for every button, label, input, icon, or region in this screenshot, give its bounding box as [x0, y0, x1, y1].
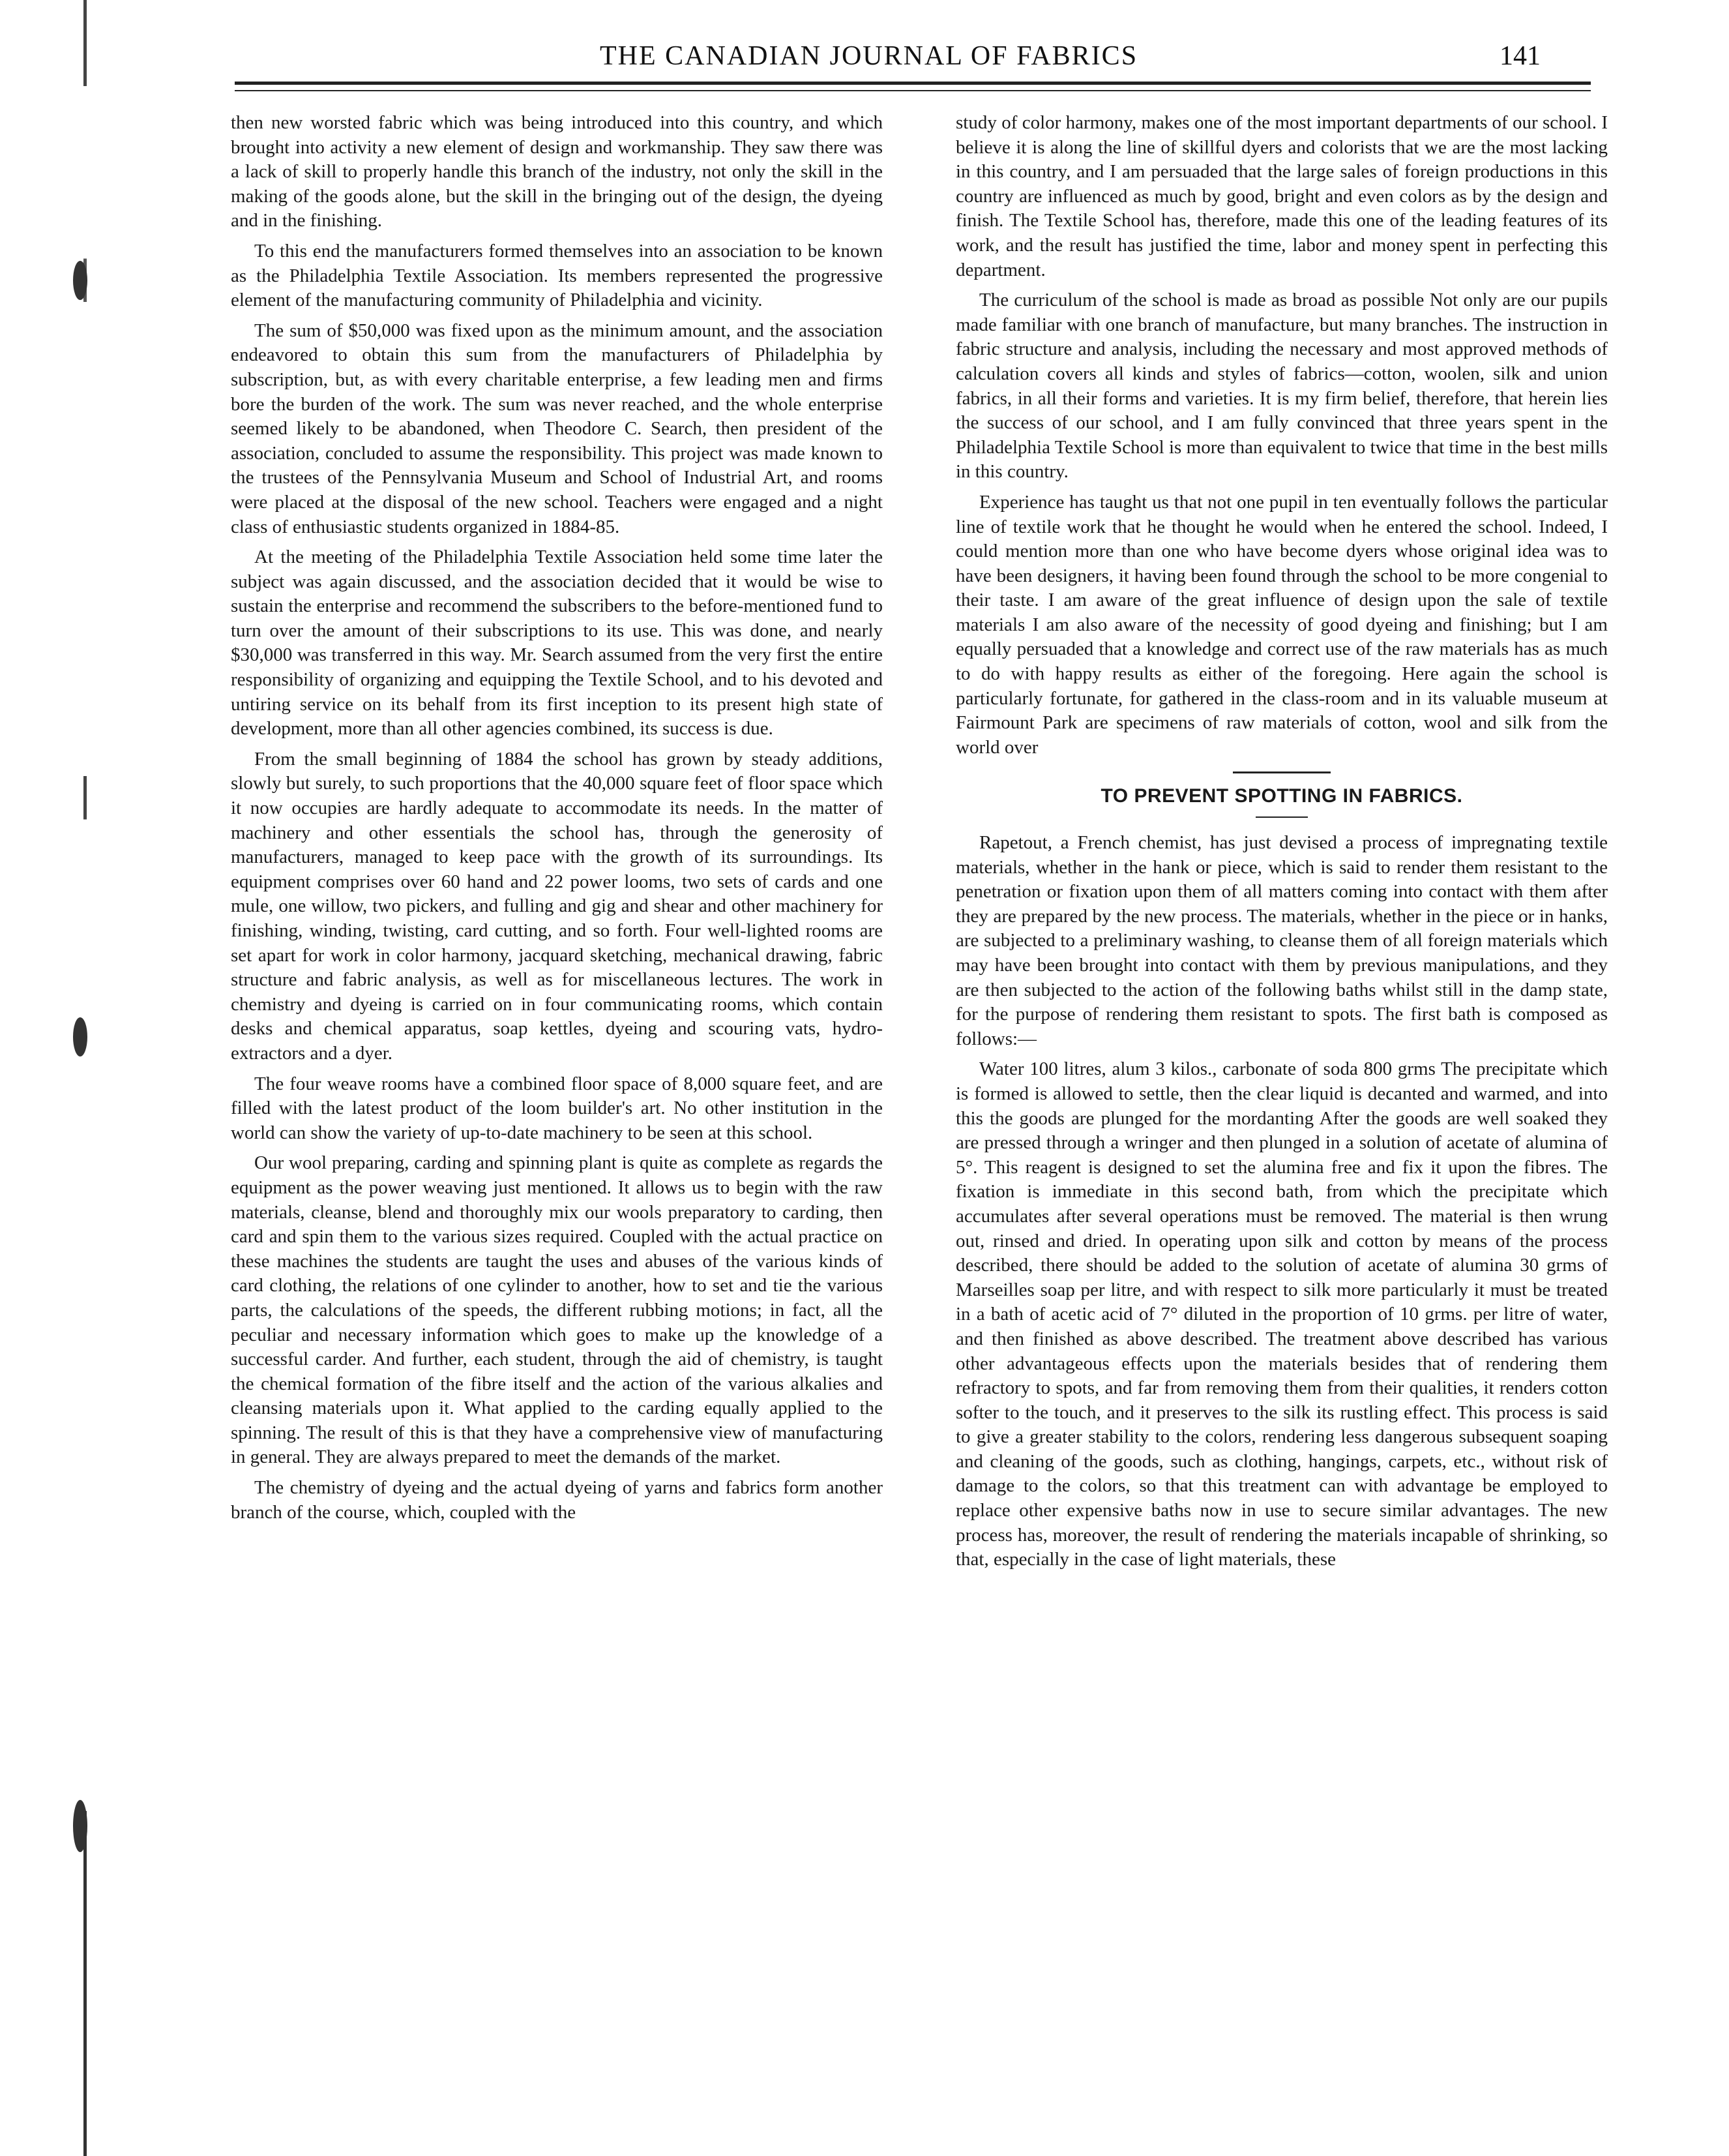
- header-rule-thin: [235, 90, 1591, 91]
- article-heading: TO PREVENT SPOTTING IN FABRICS.: [1101, 785, 1463, 807]
- paragraph: The sum of $50,000 was fixed upon as the minimum amount, and the association endeavored to obtain this sum from the manufacturers of Philadelphia by subscription, but, as with every charitable enterprise, a few leading men and firms bore the burden of the work. The sum was never reached, and the whole enterprise seemed likely to be abandoned, when Theodore C. Search, then president of the association, concluded to assume the responsibility. This project was made known to the trustees of the Pennsylvania Museum and School of Industrial Art, and rooms were placed at the disposal of the new school. Teachers were engaged and a night class of enthusiastic students organized in 1884-85.: [231, 320, 883, 537]
- paragraph: To this end the manufacturers formed themselves into an association to be known as the Philadelphia Textile Association. Its members represented the progressive element of the manufacturing community of Philadelphia and vicinity.: [231, 240, 883, 311]
- heading-underline: [1256, 816, 1308, 818]
- right-column: [956, 111, 1608, 2002]
- paragraph: The chemistry of dyeing and the actual dyeing of yarns and fabrics form another branch of the course, which, coupled with the: [231, 1477, 883, 1523]
- paragraph: Experience has taught us that not one pupil in ten eventually follows the particular line of textile work that he thought he would when he entered the school. Indeed, I could mention more than one who have become dyers whose original idea was to have been designers, it having been found through the school to be more congenial to their taste. I am aware of the great influence of design upon the sale of textile materials I am also aware of the necessity of good dyeing and finishing; but I am equally persuaded that a knowledge and correct use of the raw materials has as much to do with happy results as either of the foregoing. Here again the school is particularly fortunate, for gathered in the class-room and in its valuable museum at Fairmount Park are specimens of raw materials of cotton, wool and silk from the world over: [956, 491, 1608, 758]
- paragraph: Water 100 litres, alum 3 kilos., carbonate of soda 800 grms The precipitate which is formed is allowed to settle, then the clear liquid is decanted and warmed, and into this the goods are plunged for the mordanting After the goods are well soaked they are pressed through a wringer and then plunged in a solution of acetate of alumina of 5°. This reagent is designed to set the alumina free and fix it upon the fibres. The fixation is immediate in this second bath, from which the precipitate which accumulates after several operations must be removed. The material is then wrung out, rinsed and dried. In operating upon silk and cotton by means of the process described, there should be added to the solution of acetate of alumina 30 grms of Marseilles soap per litre, and with respect to silk more particularly it must be treated in a bath of acetic acid of 7° diluted in the proportion of 10 grms. per litre of water, and then finished as above described. The treatment above described has various other advantageous effects upon the materials besides that of rendering them refractory to spots, and far from removing them from their qualities, it renders cotton softer to the touch, and it preserves to the silk its rustling effect. This process is said to give a greater stability to the colors, rendering less dangerous subsequent soaping and cleaning of the goods, such as clothing, hangings, carpets, etc., without risk of damage to the colors, so that this treatment can with advantage be employed to replace other expensive baths now in use to secure similar advantages. The new process has, moreover, the result of rendering the materials incapable of shrinking, so that, especially in the case of light materials, these: [956, 1058, 1608, 1570]
- paragraph: The curriculum of the school is made as broad as possible Not only are our pupils made familiar with one branch of manufacture, but many branches. The instruction in fabric structure and analysis, including the necessary and most approved methods of calculation covers all kinds and styles of fabrics—cotton, woolen, silk and union fabrics, in all their forms and varieties. It is my firm belief, therefore, that herein lies the success of our school, and I am fully convinced that three years spent in the Philadelphia Textile School is more than equivalent to twice that time in the best mills in this country.: [956, 290, 1608, 483]
- scan-margin-mark: [73, 261, 87, 300]
- paragraph: The four weave rooms have a combined floor space of 8,000 square feet, and are filled with the latest product of the loom builder's art. No other institution in the world can show the variety of up-to-date machinery to be seen at this school.: [231, 1073, 883, 1143]
- scan-margin-mark: [73, 1017, 87, 1056]
- paragraph: Our wool preparing, carding and spinning plant is quite as complete as regards the equipment as the power weaving just mentioned. It allows us to begin with the raw materials, cleanse, blend and thoroughly mix our wools preparatory to carding, then card and spin them to the various sizes required. Coupled with the actual practice on these machines the students are taught the uses and abuses of the various kinds of card clothing, the relations of one cylinder to another, how to set and tie the various parts, the calculations of the speeds, the different rubbing motions; in fact, all the peculiar and necessary information which goes to make up the knowledge of a successful carder. And further, each student, through the aid of chemistry, is taught the chemical formation of the fibre itself and the action of the various alkalies and cleansing materials upon it. What applied to the carding equally applied to the spinning. The result of this is that they have a comprehensive view of manufacturing in general. They are always prepared to meet the demands of the market.: [231, 1152, 883, 1468]
- header-rule-thick: [235, 82, 1591, 85]
- page-number: 141: [1500, 41, 1541, 71]
- left-column: [231, 111, 883, 2002]
- paragraph: From the small beginning of 1884 the school has grown by steady additions, slowly but surely, to such proportions that the 40,000 square feet of floor space which it now occupies are hardly adequate to accommodate its needs. In the matter of machinery and other essentials the school has, through the generosity of manufacturers, managed to keep pace with the growth of its surroundings. Its equipment comprises over 60 hand and 22 power looms, two sets of cards and one mule, one willow, two pickers, and fulling and gig and shear and other machinery for finishing, winding, twisting, card cutting, and so forth. Four well-lighted rooms are set apart for work in color harmony, jacquard sketching, mechanical drawing, fabric structure and fabric analysis, as well as for miscellaneous lectures. The work in chemistry and dyeing is carried on in four communicating rooms, which contain desks and chemical apparatus, soap kettles, dyeing and scouring vats, hydro-extractors and a dyer.: [231, 748, 883, 1064]
- journal-title: THE CANADIAN JOURNAL OF FABRICS: [600, 41, 1138, 71]
- paragraph: study of color harmony, makes one of the most important departments of our school. I believe it is along the line of skillful dyers and colorists that we are the most lacking in this country, and I am persuaded that the large sales of foreign productions in this country are influenced as much by good, bright and even colors as by the design and finish. The Textile School has, therefore, made this one of the leading features of its work, and the result has justified the time, labor and money spent in perfecting this department.: [956, 112, 1608, 280]
- paragraph: At the meeting of the Philadelphia Textile Association held some time later the subject was again discussed, and the association decided that it would be wise to sustain the enterprise and recommend the subscribers to the before-mentioned fund to turn over the amount of their subscriptions to its use. This was done, and nearly $30,000 was transferred in this way. Mr. Search assumed from the very first the entire responsibility of organizing and equipping the Textile School, and to his devoted and untiring service on its behalf from its first inception to its present high state of development, more than all other agencies combined, its success is due.: [231, 546, 883, 740]
- running-head: [274, 38, 1578, 77]
- scan-margin-mark: [73, 1800, 87, 1852]
- paragraph: Rapetout, a French chemist, has just devised a process of impregnating textile materials, whether in the hank or piece, which is said to render them resistant to the penetration or fixation upon them of all matters coming into contact with them after they are prepared by the new process. The materials, whether in the piece or in hanks, are subjected to a preliminary washing, to cleanse them of all foreign materials which may have been brought into contact with them by previous manipulations, and they are then subjected to the action of the following baths whilst still in the damp state, for the purpose of rendering them resistant to spots. The first bath is composed as follows:—: [956, 832, 1608, 1049]
- paragraph: then new worsted fabric which was being introduced into this country, and which brought into activity a new element of design and workmanship. They saw there was a lack of skill to properly handle this branch of the industry, not only the skill in the making of the goods alone, but the skill in the bringing out of the design, the dyeing and in the finishing.: [231, 112, 883, 232]
- section-divider: [1233, 771, 1331, 773]
